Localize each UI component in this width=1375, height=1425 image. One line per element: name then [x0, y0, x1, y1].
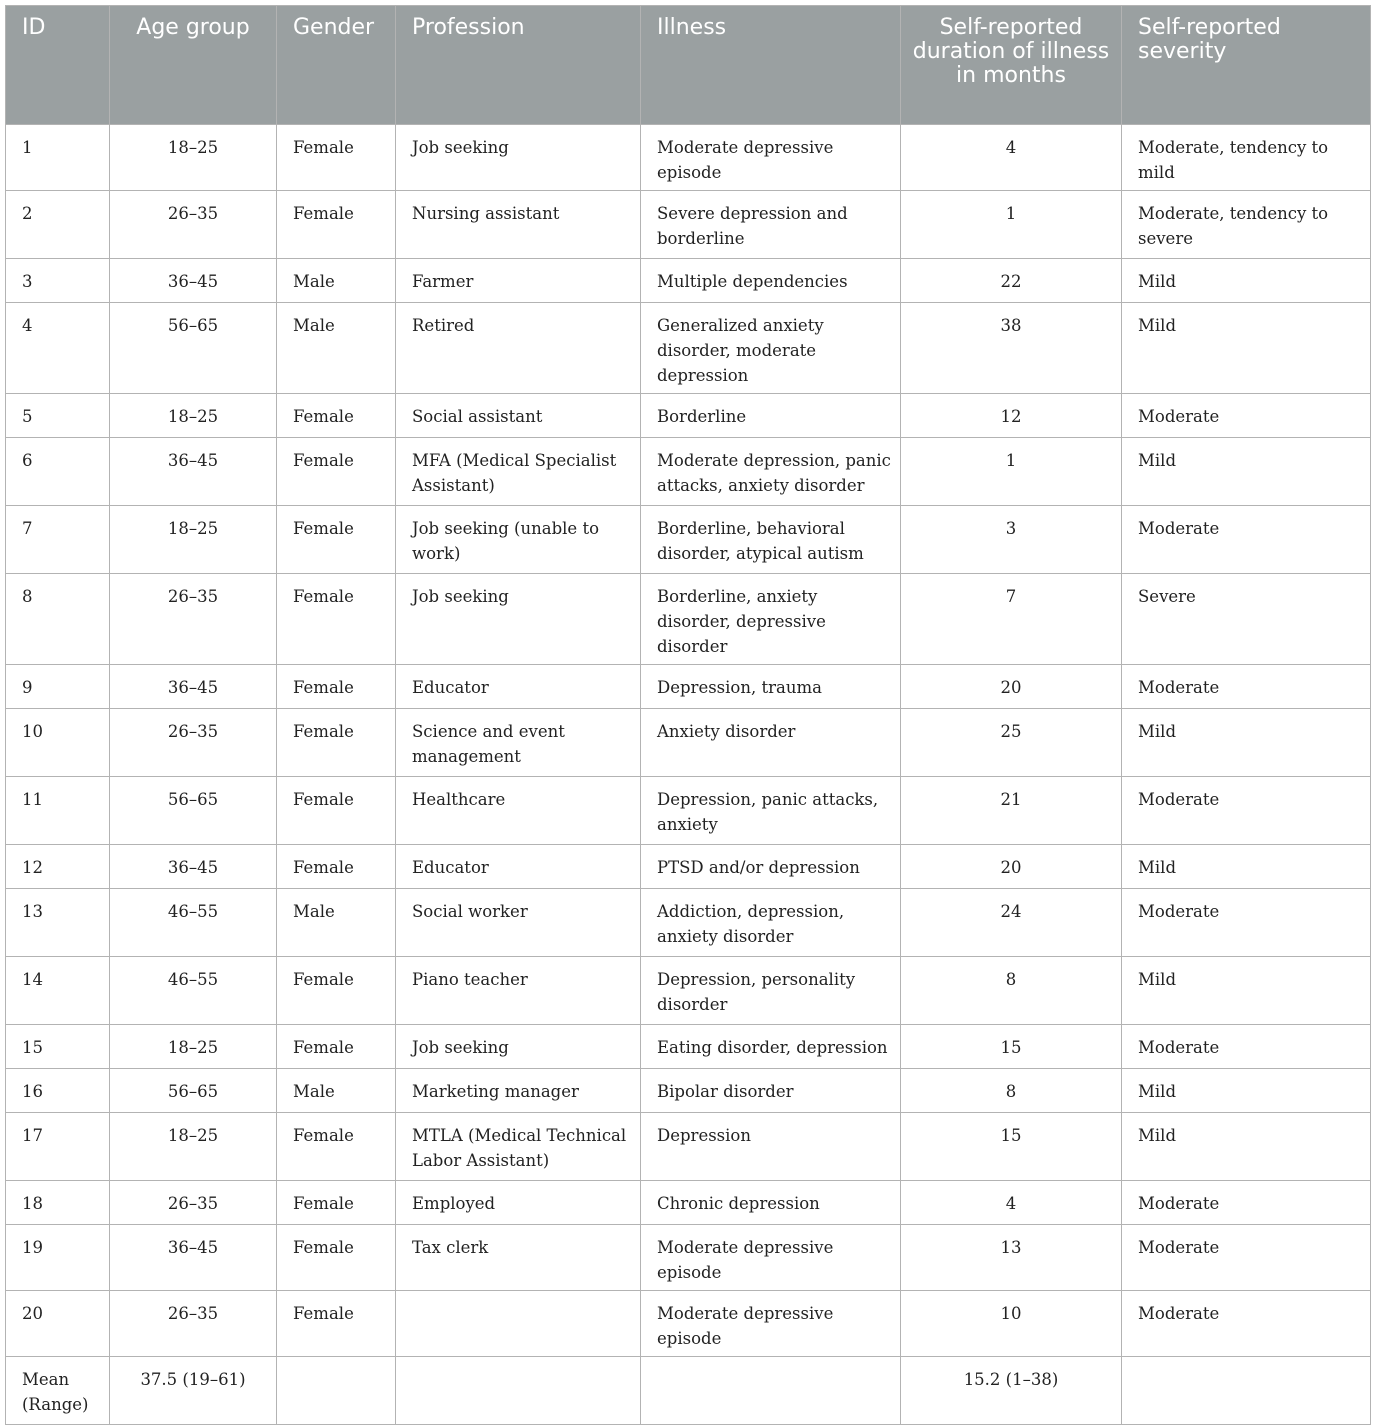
table-row	[6, 125, 1371, 191]
table-row	[6, 1113, 1371, 1181]
cell-id: 7	[6, 506, 110, 574]
cell-gender: Female	[277, 709, 396, 777]
cell-gender: Female	[277, 1025, 396, 1069]
cell-gender: Male	[277, 1069, 396, 1113]
cell-severity: Moderate	[1122, 1291, 1371, 1357]
cell-severity: Mild	[1122, 709, 1371, 777]
cell-illness: Borderline, anxiety disorder, depressive disorder	[641, 574, 901, 665]
cell-id: 4	[6, 303, 110, 394]
cell-gender: Female	[277, 1113, 396, 1181]
table-row	[6, 1025, 1371, 1069]
cell-gender: Female	[277, 845, 396, 889]
cell-id: 18	[6, 1181, 110, 1225]
cell-duration: 13	[901, 1225, 1122, 1291]
cell-id: 1	[6, 125, 110, 191]
cell-age-group: 26–35	[110, 1181, 277, 1225]
cell-severity: Moderate	[1122, 1025, 1371, 1069]
cell-gender: Female	[277, 957, 396, 1025]
cell-duration: 38	[901, 303, 1122, 394]
header-age-group: Age group	[110, 6, 277, 125]
cell-duration: 8	[901, 1069, 1122, 1113]
cell-profession: Farmer	[396, 259, 641, 303]
cell-id: 13	[6, 889, 110, 957]
cell-age-group: 46–55	[110, 957, 277, 1025]
cell-age-group: 26–35	[110, 1291, 277, 1357]
cell-duration: 21	[901, 777, 1122, 845]
cell-illness: Multiple dependencies	[641, 259, 901, 303]
cell-severity: Moderate	[1122, 394, 1371, 438]
cell-id: 16	[6, 1069, 110, 1113]
cell-duration: 24	[901, 889, 1122, 957]
cell-severity: Mild	[1122, 1113, 1371, 1181]
cell-age-group: 18–25	[110, 1113, 277, 1181]
cell-severity: Moderate, tendency to severe	[1122, 191, 1371, 259]
cell-severity: Moderate	[1122, 665, 1371, 709]
cell-gender: Female	[277, 1291, 396, 1357]
cell-illness: PTSD and/or depression	[641, 845, 901, 889]
cell-age-group: 18–25	[110, 506, 277, 574]
cell-profession: Retired	[396, 303, 641, 394]
cell-age-group: 56–65	[110, 303, 277, 394]
table-row	[6, 191, 1371, 259]
cell-profession: Marketing manager	[396, 1069, 641, 1113]
cell-duration: 1	[901, 438, 1122, 506]
cell-duration: 7	[901, 574, 1122, 665]
cell-id: 5	[6, 394, 110, 438]
cell-illness: Severe depression and borderline	[641, 191, 901, 259]
cell-id: 11	[6, 777, 110, 845]
cell-illness: Chronic depression	[641, 1181, 901, 1225]
cell-illness: Eating disorder, depression	[641, 1025, 901, 1069]
cell-age-group: 36–45	[110, 438, 277, 506]
cell-illness: Anxiety disorder	[641, 709, 901, 777]
header-duration: Self-reported duration of illness in months	[901, 6, 1122, 125]
cell-id: 12	[6, 845, 110, 889]
table-row	[6, 845, 1371, 889]
cell-duration: 10	[901, 1291, 1122, 1357]
cell-id: 17	[6, 1113, 110, 1181]
cell-profession: Healthcare	[396, 777, 641, 845]
table-row	[6, 1357, 1371, 1425]
cell-severity: Moderate	[1122, 777, 1371, 845]
cell-profession: MTLA (Medical Technical Labor Assistant)	[396, 1113, 641, 1181]
cell-profession	[396, 1291, 641, 1357]
cell-severity: Moderate	[1122, 506, 1371, 574]
cell-duration: 8	[901, 957, 1122, 1025]
cell-illness: Moderate depressive episode	[641, 1225, 901, 1291]
cell-profession: Job seeking (unable to work)	[396, 506, 641, 574]
table-row	[6, 438, 1371, 506]
table-row	[6, 777, 1371, 845]
cell-illness: Borderline	[641, 394, 901, 438]
cell-duration: 22	[901, 259, 1122, 303]
cell-gender: Male	[277, 889, 396, 957]
header-severity: Self-reported severity	[1122, 6, 1371, 125]
cell-severity: Moderate, tendency to mild	[1122, 125, 1371, 191]
cell-id: 15	[6, 1025, 110, 1069]
cell-duration: 20	[901, 845, 1122, 889]
cell-profession: Educator	[396, 845, 641, 889]
cell-gender	[277, 1357, 396, 1425]
cell-age-group: 18–25	[110, 125, 277, 191]
cell-age-group: 26–35	[110, 191, 277, 259]
table-row	[6, 957, 1371, 1025]
cell-gender: Female	[277, 665, 396, 709]
cell-illness	[641, 1357, 901, 1425]
cell-id: 14	[6, 957, 110, 1025]
header-illness: Illness	[641, 6, 901, 125]
cell-gender: Female	[277, 191, 396, 259]
cell-gender: Female	[277, 777, 396, 845]
header-id: ID	[6, 6, 110, 125]
table-row	[6, 303, 1371, 394]
cell-illness: Addiction, depression, anxiety disorder	[641, 889, 901, 957]
cell-gender: Male	[277, 259, 396, 303]
cell-gender: Female	[277, 394, 396, 438]
cell-illness: Moderate depressive episode	[641, 1291, 901, 1357]
cell-age-group: 36–45	[110, 845, 277, 889]
cell-illness: Depression, panic attacks, anxiety	[641, 777, 901, 845]
cell-profession: Nursing assistant	[396, 191, 641, 259]
table-row	[6, 394, 1371, 438]
cell-severity: Mild	[1122, 1069, 1371, 1113]
cell-duration: 12	[901, 394, 1122, 438]
cell-duration: 15.2 (1–38)	[901, 1357, 1122, 1425]
cell-severity: Mild	[1122, 438, 1371, 506]
cell-profession: Science and event management	[396, 709, 641, 777]
cell-duration: 20	[901, 665, 1122, 709]
cell-age-group: 18–25	[110, 1025, 277, 1069]
cell-severity	[1122, 1357, 1371, 1425]
cell-id: 10	[6, 709, 110, 777]
table-row	[6, 259, 1371, 303]
cell-profession: Piano teacher	[396, 957, 641, 1025]
cell-severity: Moderate	[1122, 1181, 1371, 1225]
cell-age-group: 36–45	[110, 1225, 277, 1291]
cell-profession: Social worker	[396, 889, 641, 957]
cell-gender: Female	[277, 1225, 396, 1291]
cell-duration: 1	[901, 191, 1122, 259]
cell-age-group: 56–65	[110, 777, 277, 845]
cell-gender: Male	[277, 303, 396, 394]
cell-duration: 25	[901, 709, 1122, 777]
cell-id: 2	[6, 191, 110, 259]
cell-gender: Female	[277, 506, 396, 574]
cell-age-group: 26–35	[110, 709, 277, 777]
cell-profession: Job seeking	[396, 574, 641, 665]
cell-gender: Female	[277, 438, 396, 506]
header-profession: Profession	[396, 6, 641, 125]
header-row	[6, 6, 1371, 125]
table-body	[6, 125, 1371, 1425]
cell-duration: 15	[901, 1113, 1122, 1181]
cell-age-group: 18–25	[110, 394, 277, 438]
header-gender: Gender	[277, 6, 396, 125]
table-row	[6, 1069, 1371, 1113]
cell-illness: Moderate depression, panic attacks, anxiety disorder	[641, 438, 901, 506]
cell-illness: Borderline, behavioral disorder, atypical autism	[641, 506, 901, 574]
cell-illness: Depression, personality disorder	[641, 957, 901, 1025]
table-row	[6, 1225, 1371, 1291]
table-row	[6, 574, 1371, 665]
cell-gender: Female	[277, 1181, 396, 1225]
cell-illness: Moderate depressive episode	[641, 125, 901, 191]
cell-id: 20	[6, 1291, 110, 1357]
cell-age-group: 46–55	[110, 889, 277, 957]
cell-illness: Depression	[641, 1113, 901, 1181]
cell-age-group: 56–65	[110, 1069, 277, 1113]
cell-illness: Depression, trauma	[641, 665, 901, 709]
cell-duration: 4	[901, 1181, 1122, 1225]
cell-age-group: 37.5 (19–61)	[110, 1357, 277, 1425]
cell-severity: Moderate	[1122, 1225, 1371, 1291]
cell-severity: Moderate	[1122, 889, 1371, 957]
cell-profession: MFA (Medical Specialist Assistant)	[396, 438, 641, 506]
cell-duration: 3	[901, 506, 1122, 574]
cell-gender: Female	[277, 125, 396, 191]
cell-age-group: 36–45	[110, 665, 277, 709]
cell-profession: Tax clerk	[396, 1225, 641, 1291]
cell-id: 3	[6, 259, 110, 303]
cell-severity: Mild	[1122, 957, 1371, 1025]
table-row	[6, 889, 1371, 957]
cell-duration: 4	[901, 125, 1122, 191]
cell-gender: Female	[277, 574, 396, 665]
cell-severity: Mild	[1122, 303, 1371, 394]
cell-profession: Employed	[396, 1181, 641, 1225]
cell-illness: Generalized anxiety disorder, moderate depression	[641, 303, 901, 394]
table-row	[6, 1181, 1371, 1225]
cell-id: 8	[6, 574, 110, 665]
cell-id: 9	[6, 665, 110, 709]
cell-severity: Severe	[1122, 574, 1371, 665]
participant-table	[5, 5, 1371, 1425]
cell-profession: Educator	[396, 665, 641, 709]
cell-illness: Bipolar disorder	[641, 1069, 901, 1113]
cell-severity: Mild	[1122, 845, 1371, 889]
cell-id: 6	[6, 438, 110, 506]
cell-profession: Job seeking	[396, 1025, 641, 1069]
table-row	[6, 709, 1371, 777]
table-row	[6, 506, 1371, 574]
table-row	[6, 1291, 1371, 1357]
cell-profession: Job seeking	[396, 125, 641, 191]
cell-severity: Mild	[1122, 259, 1371, 303]
cell-profession: Social assistant	[396, 394, 641, 438]
cell-age-group: 36–45	[110, 259, 277, 303]
cell-profession	[396, 1357, 641, 1425]
cell-id: Mean (Range)	[6, 1357, 110, 1425]
cell-duration: 15	[901, 1025, 1122, 1069]
cell-id: 19	[6, 1225, 110, 1291]
cell-age-group: 26–35	[110, 574, 277, 665]
table-row	[6, 665, 1371, 709]
